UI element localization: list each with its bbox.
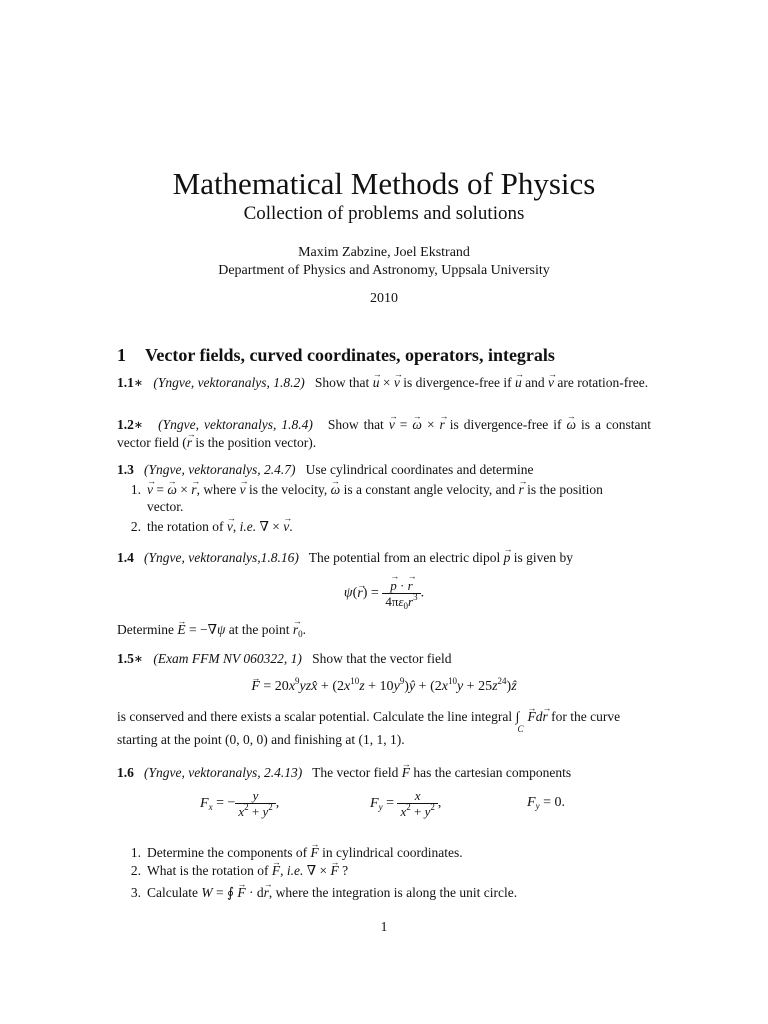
problem-reference: (Yngve, vektoranalys, 1.8.4) — [158, 417, 313, 432]
list-item: 2. the rotation of → v, i.e. ∇ × → v. — [121, 518, 293, 536]
year: 2010 — [370, 291, 398, 306]
problem-1-1: 1.1∗ (Yngve, vektoranalys, 1.8.2) Show that → u × → v is divergence-free if → u and → v are rotation-free. — [117, 374, 651, 392]
problem-reference: (Exam FFM NV 060322, 1) — [153, 651, 302, 666]
problem-1-4-task: Determine → E = −∇ψ at the point → $r_0$. — [117, 621, 651, 639]
list-item: 1.→ v = → ω × → r, where → v is the velocity, → ω is a constant angle velocity, and → r is the position — [121, 481, 603, 499]
problem-number: 1.1∗ — [117, 375, 144, 390]
document-title: Mathematical Methods of Physics — [172, 166, 596, 201]
list-item: 3. Calculate W = ∮ → F · d→ r, where the integration is along the unit circle. — [121, 884, 517, 902]
equation-fy: $F_y$ = $\frac{x}{x^2 + y^2}$ , — [370, 788, 442, 819]
equation-fx: $F_x$ = − $\frac{y}{x^2 + y^2}$ , — [200, 788, 280, 819]
problem-reference: (Yngve, vektoranalys,1.8.16) — [144, 550, 299, 565]
section-number: 1 — [117, 345, 126, 365]
list-item-continuation: vector. — [147, 499, 184, 514]
problem-text: The potential from an electric dipol — [308, 550, 501, 565]
problem-number: 1.4 — [117, 550, 134, 565]
section-title: Vector fields, curved coordinates, operators, integrals — [145, 345, 555, 365]
equation-fz: $F_y = 0$. — [527, 795, 565, 811]
list-item: 1. Determine the components of → F in cylindrical coordinates. — [121, 844, 463, 862]
problem-reference: (Yngve, vektoranalys, 2.4.13) — [144, 765, 303, 780]
section-heading — [117, 343, 555, 367]
problem-reference: (Yngve, vektoranalys, 2.4.7) — [144, 462, 296, 477]
problem-number: 1.2∗ — [117, 417, 144, 432]
problem-1-5 — [117, 650, 651, 668]
problem-text: Show that the vector field — [312, 651, 452, 666]
page-number: 1 — [380, 919, 388, 934]
problem-1-2: 1.2∗ (Yngve, vektoranalys, 1.8.4) Show that → v = → ω × → r is divergence-free if → ω is a constant vector field (→ r is the position vector). — [117, 416, 651, 452]
problem-number: 1.5∗ — [117, 651, 144, 666]
problem-number: 1.6 — [117, 765, 134, 780]
problem-text: Use cylindrical coordinates and determine — [305, 462, 534, 477]
problem-reference: (Yngve, vektoranalys, 1.8.2) — [153, 375, 305, 390]
equation-vector-field: → $F = 20x^9yzx̂ + (2x^{10}z$ + $10y^9)ŷ + (2x^{10}y$ + $25z^{24})ẑ$ — [0, 677, 768, 697]
problem-number: 1.3 — [117, 462, 134, 477]
list-item: 2. What is the rotation of → F, i.e. ∇ × → F ? — [121, 862, 348, 880]
authors: Maxim Zabzine, Joel Ekstrand — [298, 245, 470, 260]
problem-1-4: 1.4 (Yngve, vektoranalys,1.8.16) The potential from an electric dipol → p is given by — [117, 549, 651, 567]
problem-1-5-line-integral: is conserved and there exists a scalar potential. Calculate the line integral ∫ C → Fd→ r for the curve — [117, 708, 651, 726]
problem-1-5-endpoints: starting at the point (0, 0, 0) and finishing at (1, 1, 1). — [117, 732, 405, 747]
affiliation: Department of Physics and Astronomy, Uppsala University — [218, 263, 550, 278]
problem-text: The vector field — [312, 765, 399, 780]
document-subtitle: Collection of problems and solutions — [243, 203, 525, 224]
equation-dipole-potential: ψ(→ r) = → $\frac{p \cdot \to r}{4\pi\varepsilon_0r^3}$ . — [0, 578, 768, 609]
problem-1-6: 1.6 (Yngve, vektoranalys, 2.4.13) The vector field → F has the cartesian components — [117, 764, 651, 782]
